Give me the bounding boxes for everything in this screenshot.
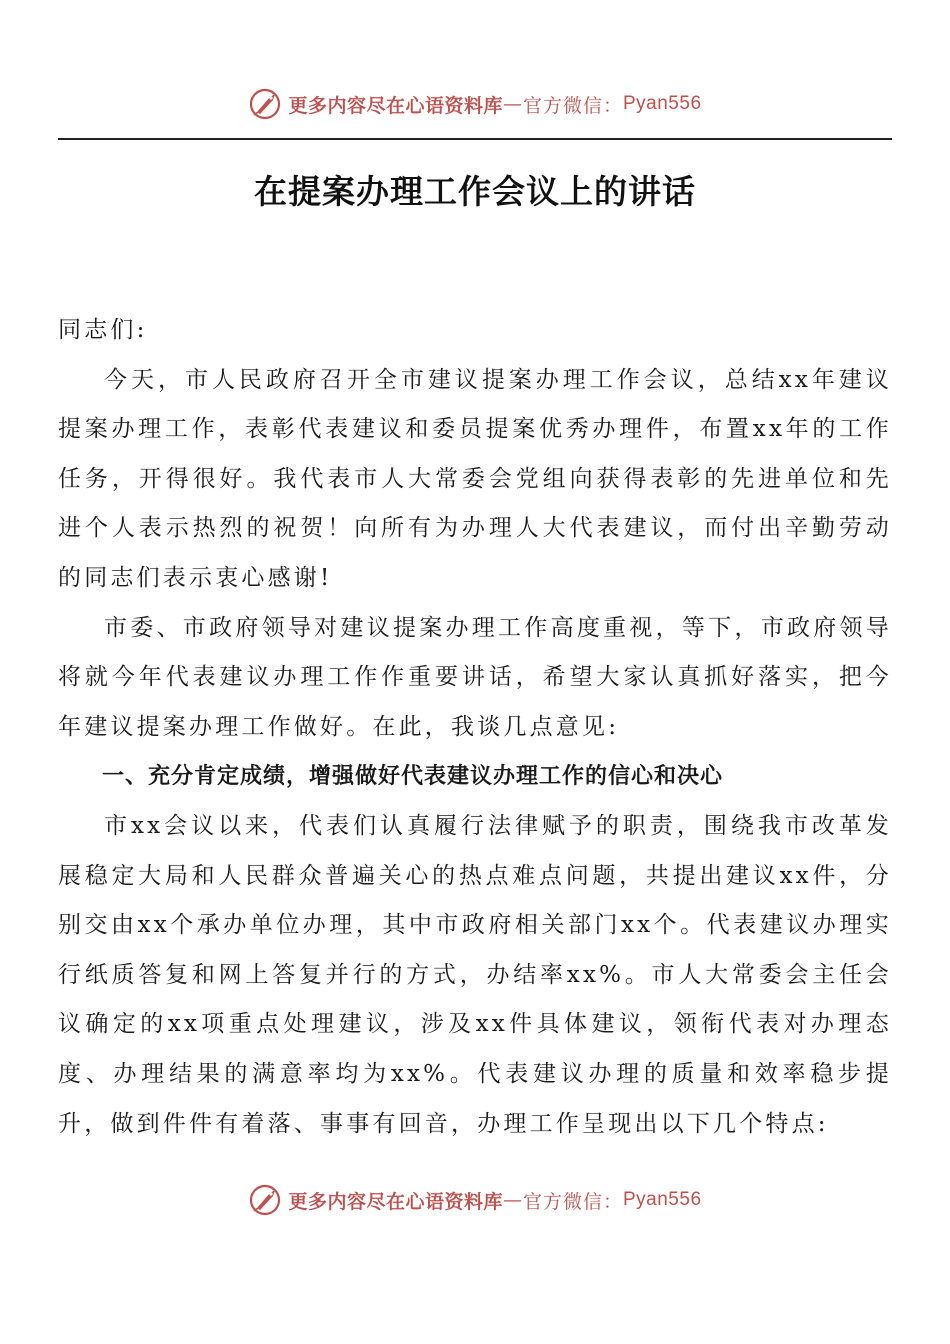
watermark-dash: — — [502, 93, 523, 115]
watermark-brand: 更多内容尽在心语资料库 — [288, 94, 503, 117]
watermark-label: 官方微信： — [522, 94, 623, 117]
section-heading: 一、充分肯定成绩，增强做好代表建议办理工作的信心和决心 — [102, 764, 724, 790]
header-watermark — [0, 82, 950, 126]
watermark-id: Pyan556 — [623, 1189, 702, 1210]
watermark-dash: — — [502, 1189, 523, 1211]
footer-watermark — [0, 1178, 950, 1222]
salutation: 同志们: — [58, 317, 148, 343]
header-divider — [58, 138, 892, 140]
paragraph: 今天，市人民政府召开全市建议提案办理工作会议，总结xx年建议提案办理工作，表彰代表建议和委员提案优秀办理件，布置xx年的工作任务，开得很好。我代表市人大常委会党组向获得表彰的先进单位和先进个人表示热烈的祝贺！向所有为办理人大代表建议，而付出辛勤劳动的同志们表示衷心感谢! — [58, 366, 892, 591]
watermark-brand: 更多内容尽在心语资料库 — [288, 1190, 503, 1213]
watermark-label: 官方微信： — [522, 1190, 623, 1213]
pen-nib-circle-icon — [248, 1182, 284, 1218]
document-body — [58, 306, 892, 1149]
pen-nib-circle-icon — [248, 86, 284, 122]
page-title: 在提案办理工作会议上的讲话 — [254, 172, 696, 211]
watermark-id: Pyan556 — [623, 93, 702, 114]
paragraph: 市xx会议以来，代表们认真履行法律赋予的职责，围绕我市改革发展稳定大局和人民群众普遍关心的热点难点问题，共提出建议xx件，分别交由xx个承办单位办理，其中市政府相关部门xx个。代表建议办理实行纸质答复和网上答复并行的方式，办结率xx%。市人大常委会主任会议确定的xx项重点处理建议，涉及xx件具体建议，领衔代表对办理态度、办理结果的满意率均为xx%。代表建议办理的质量和效率稳步提升，做到件件有着落、事事有回音，办理工作呈现出以下几个特点: — [58, 812, 892, 1137]
paragraph: 市委、市政府领导对建议提案办理工作高度重视，等下，市政府领导将就今年代表建议办理工作作重要讲话，希望大家认真抓好落实，把今年建议提案办理工作做好。在此，我谈几点意见: — [58, 614, 892, 740]
